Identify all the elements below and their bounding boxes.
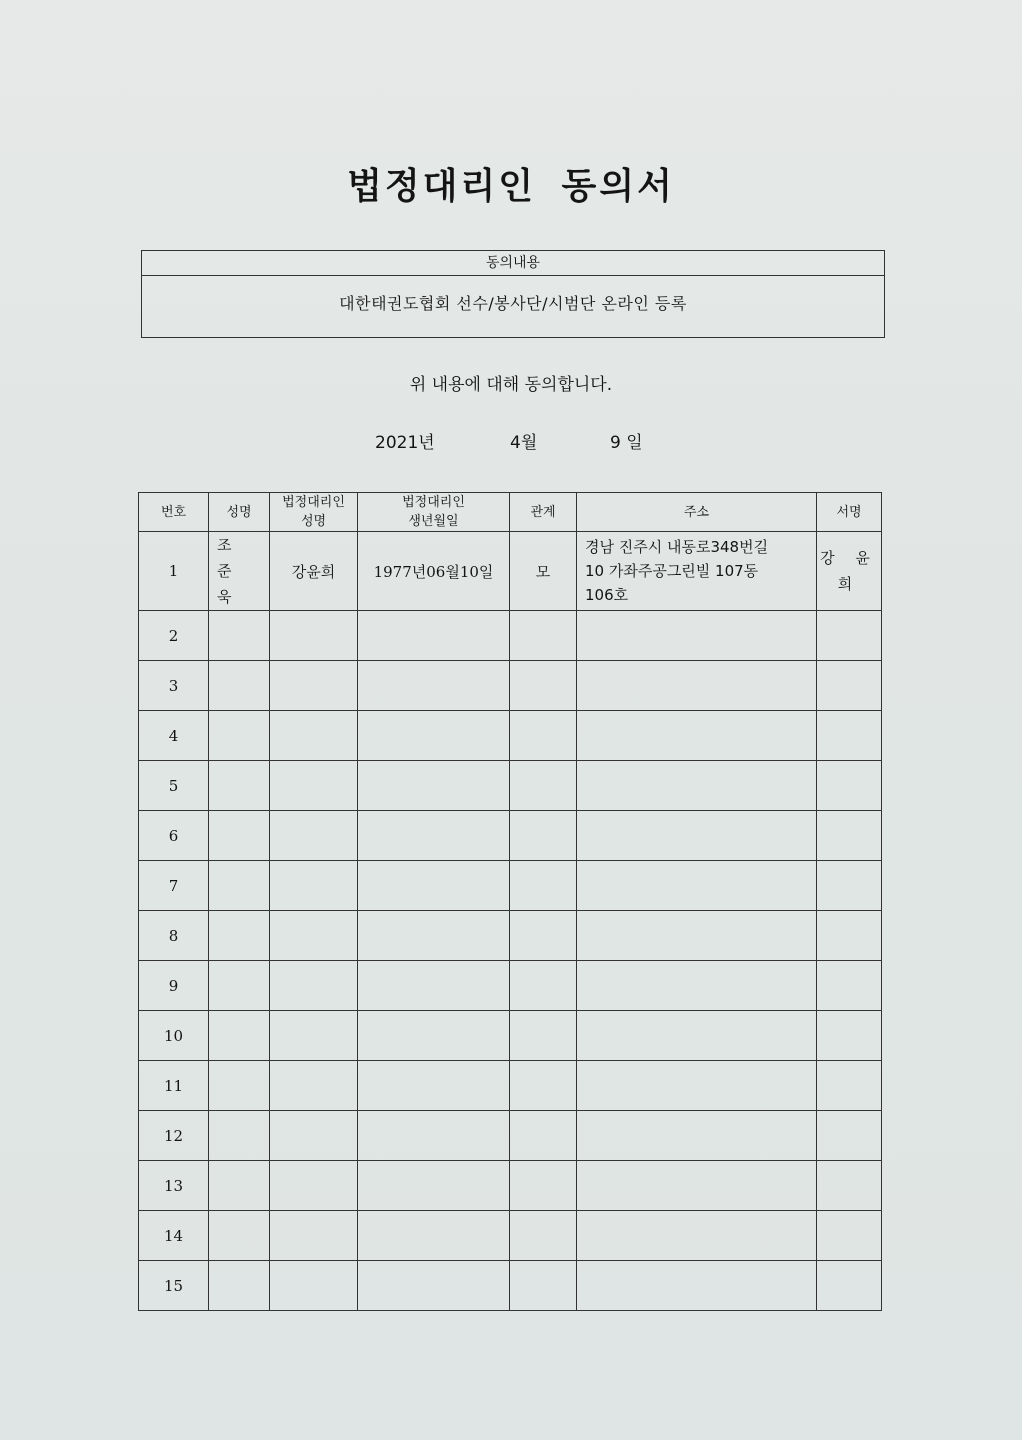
table-row xyxy=(139,1211,882,1261)
relation xyxy=(510,861,577,911)
row-number: 12 xyxy=(139,1111,209,1161)
address xyxy=(577,1011,817,1061)
participant-name xyxy=(209,861,270,911)
header-guardian-birth xyxy=(358,493,510,532)
guardian-name xyxy=(270,661,358,711)
address-line2: 10 가좌주공그린빌 107동 xyxy=(585,562,759,580)
participant-name xyxy=(209,761,270,811)
signature xyxy=(817,811,882,861)
table-row xyxy=(139,961,882,1011)
participant-name xyxy=(209,811,270,861)
guardian-birth xyxy=(358,1111,510,1161)
agree-statement: 위 내용에 대해 동의합니다. xyxy=(409,375,613,395)
address xyxy=(577,1161,817,1211)
address xyxy=(577,1261,817,1311)
participant-name xyxy=(209,1261,270,1311)
guardian-birth xyxy=(358,1261,510,1311)
guardian-birth xyxy=(358,761,510,811)
relation xyxy=(510,1211,577,1261)
relation xyxy=(510,961,577,1011)
address xyxy=(577,661,817,711)
address xyxy=(577,532,817,611)
participant-name xyxy=(209,1161,270,1211)
relation xyxy=(510,811,577,861)
participant-name xyxy=(209,661,270,711)
address-line1: 경남 진주시 내동로348번길 xyxy=(585,538,769,556)
table-row xyxy=(139,532,882,611)
signature xyxy=(817,961,882,1011)
guardian-name xyxy=(270,1211,358,1261)
signature xyxy=(817,1011,882,1061)
table-row xyxy=(139,611,882,661)
table-row xyxy=(139,911,882,961)
document-title: 법정대리인 동의서 xyxy=(347,166,675,207)
participant-name xyxy=(209,1061,270,1111)
header-guardian-name-line1: 법정대리인 xyxy=(282,495,345,510)
table-row xyxy=(139,711,882,761)
row-number: 8 xyxy=(139,911,209,961)
row-number: 15 xyxy=(139,1261,209,1311)
table-row xyxy=(139,861,882,911)
date-day: 9 일 xyxy=(610,433,643,453)
address xyxy=(577,961,817,1011)
signature-line2: 희 xyxy=(837,575,861,593)
address xyxy=(577,861,817,911)
relation xyxy=(510,1161,577,1211)
table-row xyxy=(139,1261,882,1311)
signature-line1: 강 윤 xyxy=(820,549,878,567)
signature xyxy=(817,1111,882,1161)
guardian-name xyxy=(270,1161,358,1211)
guardian-birth xyxy=(358,1161,510,1211)
participant-name xyxy=(209,911,270,961)
participant-name-line2: 욱 xyxy=(217,588,242,606)
guardian-name xyxy=(270,861,358,911)
guardian-table xyxy=(138,492,882,1311)
address xyxy=(577,811,817,861)
address xyxy=(577,761,817,811)
relation xyxy=(510,1061,577,1111)
header-guardian-birth-line2: 생년월일 xyxy=(408,514,459,529)
table-row xyxy=(139,1111,882,1161)
header-guardian-name xyxy=(270,493,358,532)
participant-name xyxy=(209,1111,270,1161)
relation xyxy=(510,1011,577,1061)
consent-header: 동의내용 xyxy=(142,251,884,276)
table-row xyxy=(139,1161,882,1211)
guardian-birth xyxy=(358,611,510,661)
relation xyxy=(510,761,577,811)
relation xyxy=(510,911,577,961)
consent-box xyxy=(141,250,885,338)
row-number: 14 xyxy=(139,1211,209,1261)
signature xyxy=(817,911,882,961)
header-no: 번호 xyxy=(139,493,209,532)
table-row xyxy=(139,661,882,711)
row-number: 13 xyxy=(139,1161,209,1211)
row-number: 4 xyxy=(139,711,209,761)
address xyxy=(577,1061,817,1111)
relation: 모 xyxy=(510,532,577,611)
guardian-birth xyxy=(358,1061,510,1111)
guardian-birth xyxy=(358,661,510,711)
row-number: 7 xyxy=(139,861,209,911)
participant-name xyxy=(209,532,270,611)
guardian-birth: 1977년06월10일 xyxy=(358,532,510,611)
row-number: 11 xyxy=(139,1061,209,1111)
address xyxy=(577,711,817,761)
relation xyxy=(510,661,577,711)
row-number: 6 xyxy=(139,811,209,861)
header-relation: 관계 xyxy=(510,493,577,532)
guardian-name xyxy=(270,1261,358,1311)
table-row xyxy=(139,1011,882,1061)
signature xyxy=(817,1061,882,1111)
guardian-name xyxy=(270,711,358,761)
consent-body: 대한태권도협회 선수/봉사단/시범단 온라인 등록 xyxy=(339,294,687,313)
row-number: 1 xyxy=(139,532,209,611)
header-address: 주소 xyxy=(577,493,817,532)
relation xyxy=(510,711,577,761)
guardian-birth xyxy=(358,961,510,1011)
row-number: 10 xyxy=(139,1011,209,1061)
participant-name xyxy=(209,1211,270,1261)
table-row xyxy=(139,1061,882,1111)
table-row xyxy=(139,761,882,811)
table-header-row xyxy=(139,493,882,532)
guardian-name xyxy=(270,1111,358,1161)
guardian-birth xyxy=(358,1011,510,1061)
relation xyxy=(510,1111,577,1161)
relation xyxy=(510,611,577,661)
address-line3: 106호 xyxy=(585,586,629,604)
date-year: 2021년 xyxy=(375,433,435,453)
guardian-name xyxy=(270,811,358,861)
table-row xyxy=(139,811,882,861)
participant-name xyxy=(209,1011,270,1061)
participant-name xyxy=(209,961,270,1011)
guardian-name xyxy=(270,1011,358,1061)
guardian-name: 강윤희 xyxy=(270,532,358,611)
header-signature: 서명 xyxy=(817,493,882,532)
header-name: 성명 xyxy=(209,493,270,532)
row-number: 3 xyxy=(139,661,209,711)
header-guardian-birth-line1: 법정대리인 xyxy=(402,495,465,510)
address xyxy=(577,1111,817,1161)
header-guardian-name-line2: 성명 xyxy=(300,514,327,529)
signature xyxy=(817,611,882,661)
guardian-name xyxy=(270,961,358,1011)
row-number: 5 xyxy=(139,761,209,811)
guardian-name xyxy=(270,1061,358,1111)
signature xyxy=(817,1261,882,1311)
guardian-birth xyxy=(358,911,510,961)
signature xyxy=(817,861,882,911)
address xyxy=(577,1211,817,1261)
signature xyxy=(817,661,882,711)
participant-name xyxy=(209,711,270,761)
address xyxy=(577,611,817,661)
row-number: 9 xyxy=(139,961,209,1011)
address xyxy=(577,911,817,961)
signature xyxy=(817,1161,882,1211)
signature xyxy=(817,711,882,761)
participant-name-line1: 조 준 xyxy=(217,536,242,580)
relation xyxy=(510,1261,577,1311)
date-month: 4월 xyxy=(510,433,538,453)
guardian-name xyxy=(270,911,358,961)
guardian-name xyxy=(270,611,358,661)
guardian-birth xyxy=(358,711,510,761)
participant-name xyxy=(209,611,270,661)
signature xyxy=(817,761,882,811)
guardian-name xyxy=(270,761,358,811)
guardian-birth xyxy=(358,1211,510,1261)
signature xyxy=(817,1211,882,1261)
signature xyxy=(817,532,882,611)
guardian-birth xyxy=(358,811,510,861)
guardian-birth xyxy=(358,861,510,911)
row-number: 2 xyxy=(139,611,209,661)
